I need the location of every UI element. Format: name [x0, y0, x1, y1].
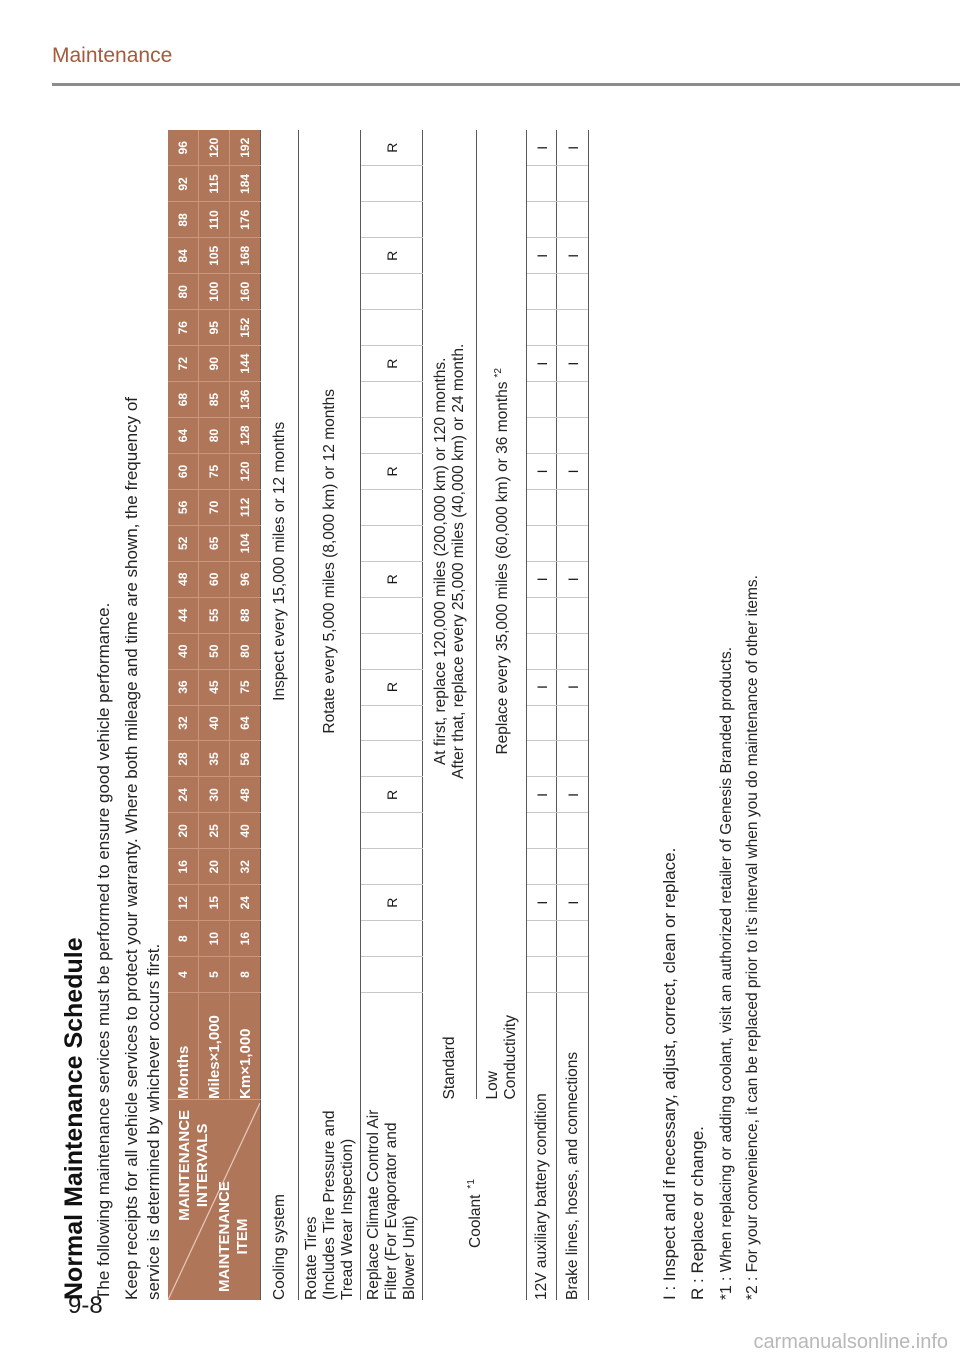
header-rule: [52, 83, 960, 86]
legend-replace: R : Replace or change.: [688, 1126, 707, 1300]
interval-label-miles: Miles×1,000: [199, 993, 230, 1100]
item-rotate-tires-line: (Includes Tire Pressure and: [320, 1110, 338, 1300]
coolant-standard-label: Standard: [423, 993, 477, 1100]
coolant-footnote-mark: *1: [466, 1179, 478, 1189]
interval-km-cell: 104: [230, 525, 261, 561]
climate-mark-cell: [361, 274, 423, 310]
brake-mark-cell: [557, 921, 589, 957]
corner-bottom-line: MAINTENANCE: [216, 1181, 233, 1292]
coolant-low-label: [477, 993, 527, 1100]
intro-line-3: service is determined by whichever occurs first.: [144, 943, 163, 1300]
interval-miles-cell: 80: [199, 418, 230, 454]
item-battery: 12V auxiliary battery condition: [527, 993, 557, 1300]
interval-miles-cell: 90: [199, 346, 230, 382]
battery-mark-cell: I: [527, 885, 557, 921]
header-corner: [168, 1099, 261, 1300]
brake-mark-cell: I: [557, 561, 589, 597]
interval-months-cell: 64: [168, 418, 199, 454]
corner-item-label: [216, 1181, 252, 1292]
footnote-1-mark: *1 :: [718, 1276, 735, 1300]
brake-mark-cell: [557, 310, 589, 346]
brake-mark-cell: [557, 418, 589, 454]
climate-mark-cell: [361, 382, 423, 418]
battery-mark-cell: [527, 633, 557, 669]
interval-miles-cell: 50: [199, 633, 230, 669]
header-row-months: [168, 130, 199, 1300]
interval-km-cell: 120: [230, 453, 261, 489]
interval-months-cell: 72: [168, 346, 199, 382]
interval-miles-cell: 60: [199, 561, 230, 597]
battery-mark-cell: [527, 274, 557, 310]
interval-months-cell: 52: [168, 525, 199, 561]
battery-mark-cell: I: [527, 777, 557, 813]
interval-km-cell: 144: [230, 346, 261, 382]
battery-mark-cell: [527, 310, 557, 346]
interval-km-cell: 168: [230, 238, 261, 274]
climate-mark-cell: R: [361, 130, 423, 166]
interval-months-cell: 36: [168, 669, 199, 705]
battery-mark-cell: [527, 382, 557, 418]
climate-mark-cell: [361, 849, 423, 885]
battery-mark-cell: I: [527, 346, 557, 382]
footnote-1: [718, 647, 736, 1300]
climate-mark-cell: R: [361, 453, 423, 489]
corner-bottom-line: ITEM: [234, 1218, 251, 1255]
coolant-standard-text: [423, 130, 477, 993]
table-row-coolant-standard: [423, 130, 477, 1300]
interval-months-cell: 8: [168, 921, 199, 957]
interval-km-cell: 75: [230, 669, 261, 705]
interval-miles-cell: 10: [199, 921, 230, 957]
brake-mark-cell: I: [557, 777, 589, 813]
section-title: Maintenance: [52, 44, 173, 67]
table-row-cooling: [261, 130, 299, 1300]
brake-mark-cell: [557, 597, 589, 633]
interval-months-cell: 60: [168, 453, 199, 489]
interval-miles-cell: 65: [199, 525, 230, 561]
brake-mark-cell: [557, 741, 589, 777]
item-coolant: [423, 1099, 527, 1300]
tires-interval-text: Rotate every 5,000 miles (8,000 km) or 12 months: [299, 130, 361, 993]
brake-mark-cell: I: [557, 238, 589, 274]
battery-mark-cell: I: [527, 669, 557, 705]
climate-mark-cell: R: [361, 777, 423, 813]
interval-months-cell: 4: [168, 957, 199, 993]
table-row-climate-filter: [361, 130, 423, 1300]
battery-mark-cell: I: [527, 130, 557, 166]
interval-km-cell: 56: [230, 741, 261, 777]
interval-months-cell: 28: [168, 741, 199, 777]
interval-miles-cell: 70: [199, 489, 230, 525]
battery-mark-cell: I: [527, 561, 557, 597]
interval-months-cell: 48: [168, 561, 199, 597]
battery-mark-cell: [527, 849, 557, 885]
interval-months-cell: 56: [168, 489, 199, 525]
interval-months-cell: 20: [168, 813, 199, 849]
interval-miles-cell: 95: [199, 310, 230, 346]
brake-mark-cell: [557, 849, 589, 885]
brake-mark-cell: [557, 705, 589, 741]
interval-km-cell: 160: [230, 274, 261, 310]
battery-mark-cell: [527, 525, 557, 561]
interval-miles-cell: 20: [199, 849, 230, 885]
item-rotate-tires-line: Tread Wear Inspection): [338, 1138, 356, 1300]
table-row-brake: [557, 130, 589, 1300]
climate-mark-cell: [361, 633, 423, 669]
corner-top-line: INTERVALS: [194, 1123, 211, 1208]
interval-months-cell: 24: [168, 777, 199, 813]
interval-km-cell: 152: [230, 310, 261, 346]
battery-mark-cell: [527, 705, 557, 741]
interval-km-cell: 8: [230, 957, 261, 993]
interval-miles-cell: 55: [199, 597, 230, 633]
interval-miles-cell: 100: [199, 274, 230, 310]
climate-mark-cell: R: [361, 238, 423, 274]
brake-mark-cell: [557, 166, 589, 202]
brake-mark-cell: [557, 489, 589, 525]
coolant-standard-line: After that, replace every 25,000 miles (40,000 km) or 24 month.: [449, 343, 467, 779]
battery-mark-cell: [527, 957, 557, 993]
climate-mark-cell: [361, 418, 423, 454]
interval-km-cell: 184: [230, 166, 261, 202]
page-title: Normal Maintenance Schedule: [60, 937, 88, 1300]
interval-miles-cell: 115: [199, 166, 230, 202]
item-brake-lines: Brake lines, hoses, and connections: [557, 993, 589, 1300]
battery-mark-cell: [527, 597, 557, 633]
footnote-2-text: For your convenience, it can be replaced prior to it's interval when you do maintenance of other items.: [744, 575, 761, 1273]
climate-mark-cell: R: [361, 561, 423, 597]
page-number: 9-8: [68, 1292, 103, 1319]
corner-intervals-label: [176, 1110, 212, 1221]
interval-km-cell: 136: [230, 382, 261, 418]
interval-months-cell: 88: [168, 202, 199, 238]
intro-line-2: Keep receipts for all vehicle services to protect your warranty. Where both mileage and time are shown, the frequency of: [122, 396, 141, 1300]
interval-miles-cell: 5: [199, 957, 230, 993]
brake-mark-cell: I: [557, 346, 589, 382]
brake-mark-cell: [557, 382, 589, 418]
corner-top-line: MAINTENANCE: [176, 1109, 193, 1221]
interval-km-cell: 32: [230, 849, 261, 885]
interval-km-cell: 24: [230, 885, 261, 921]
battery-mark-cell: [527, 813, 557, 849]
battery-mark-cell: [527, 921, 557, 957]
interval-miles-cell: 35: [199, 741, 230, 777]
item-rotate-tires: [299, 993, 361, 1300]
interval-km-cell: 88: [230, 597, 261, 633]
item-climate-filter: [361, 993, 423, 1300]
interval-km-cell: 96: [230, 561, 261, 597]
coolant-low-footnote-mark: *2: [493, 368, 505, 378]
interval-miles-cell: 85: [199, 382, 230, 418]
table-row-battery: [527, 130, 557, 1300]
coolant-label: Coolant: [467, 1194, 485, 1248]
climate-mark-cell: [361, 310, 423, 346]
interval-miles-cell: 45: [199, 669, 230, 705]
item-cooling-system: Cooling system: [261, 993, 299, 1300]
interval-miles-cell: 30: [199, 777, 230, 813]
intro-line-1: The following maintenance services must be performed to ensure good vehicle performance.: [94, 602, 113, 1300]
brake-mark-cell: I: [557, 885, 589, 921]
interval-label-months: Months: [168, 993, 199, 1100]
interval-months-cell: 96: [168, 130, 199, 166]
item-rotate-tires-line: Rotate Tires: [302, 1216, 320, 1300]
climate-mark-cell: [361, 597, 423, 633]
interval-miles-cell: 110: [199, 202, 230, 238]
interval-miles-cell: 120: [199, 130, 230, 166]
interval-miles-cell: 25: [199, 813, 230, 849]
interval-km-cell: 48: [230, 777, 261, 813]
brake-mark-cell: [557, 525, 589, 561]
interval-km-cell: 80: [230, 633, 261, 669]
brake-mark-cell: [557, 274, 589, 310]
coolant-low-label-line: Low: [483, 1071, 501, 1100]
rotated-page-content: [60, 130, 780, 1300]
climate-mark-cell: [361, 957, 423, 993]
brake-mark-cell: I: [557, 130, 589, 166]
climate-mark-cell: [361, 489, 423, 525]
climate-mark-cell: [361, 202, 423, 238]
interval-months-cell: 40: [168, 633, 199, 669]
interval-miles-cell: 15: [199, 885, 230, 921]
climate-mark-cell: [361, 813, 423, 849]
climate-mark-cell: [361, 741, 423, 777]
interval-km-cell: 40: [230, 813, 261, 849]
climate-mark-cell: R: [361, 885, 423, 921]
brake-mark-cell: I: [557, 669, 589, 705]
climate-mark-cell: R: [361, 346, 423, 382]
coolant-low-text: Replace every 35,000 miles (60,000 km) or 36 months: [494, 381, 512, 755]
interval-km-cell: 16: [230, 921, 261, 957]
brake-mark-cell: [557, 633, 589, 669]
coolant-standard-line: At first, replace 120,000 miles (200,000 km) or 120 months.: [431, 357, 449, 766]
brake-mark-cell: I: [557, 453, 589, 489]
climate-mark-cell: [361, 525, 423, 561]
item-climate-filter-line: Filter (For Evaporator and: [382, 1122, 400, 1300]
interval-km-cell: 192: [230, 130, 261, 166]
interval-km-cell: 112: [230, 489, 261, 525]
coolant-low-label-line: Conductivity: [501, 1015, 519, 1100]
legend-inspect: I : Inspect and if necessary, adjust, correct, clean or replace.: [660, 847, 679, 1300]
interval-months-cell: 76: [168, 310, 199, 346]
item-climate-filter-line: Replace Climate Control Air: [364, 1109, 382, 1300]
battery-mark-cell: [527, 166, 557, 202]
coolant-low-text-cell: [477, 130, 527, 993]
interval-months-cell: 16: [168, 849, 199, 885]
brake-mark-cell: [557, 813, 589, 849]
interval-miles-cell: 105: [199, 238, 230, 274]
footnote-2: [744, 575, 762, 1300]
interval-months-cell: 84: [168, 238, 199, 274]
brake-mark-cell: [557, 957, 589, 993]
climate-mark-cell: [361, 705, 423, 741]
interval-km-cell: 176: [230, 202, 261, 238]
interval-label-km: Km×1,000: [230, 993, 261, 1100]
battery-mark-cell: [527, 741, 557, 777]
interval-miles-cell: 75: [199, 453, 230, 489]
interval-months-cell: 92: [168, 166, 199, 202]
maintenance-schedule-table: [168, 130, 589, 1300]
interval-months-cell: 68: [168, 382, 199, 418]
item-climate-filter-line: Blower Unit): [400, 1215, 418, 1300]
cooling-interval-text: Inspect every 15,000 miles or 12 months: [261, 130, 299, 993]
interval-months-cell: 80: [168, 274, 199, 310]
battery-mark-cell: [527, 202, 557, 238]
interval-km-cell: 128: [230, 418, 261, 454]
interval-miles-cell: 40: [199, 705, 230, 741]
footnote-2-mark: *2 :: [744, 1276, 761, 1300]
interval-km-cell: 64: [230, 705, 261, 741]
battery-mark-cell: [527, 489, 557, 525]
watermark: carmanualsonline.info: [753, 1331, 948, 1353]
table-row-tires: [299, 130, 361, 1300]
brake-mark-cell: [557, 202, 589, 238]
interval-months-cell: 12: [168, 885, 199, 921]
footnote-1-text: When replacing or adding coolant, visit an authorized retailer of Genesis Branded products.: [718, 646, 735, 1273]
interval-months-cell: 32: [168, 705, 199, 741]
climate-mark-cell: R: [361, 669, 423, 705]
battery-mark-cell: I: [527, 453, 557, 489]
climate-mark-cell: [361, 921, 423, 957]
climate-mark-cell: [361, 166, 423, 202]
battery-mark-cell: [527, 418, 557, 454]
battery-mark-cell: I: [527, 238, 557, 274]
interval-months-cell: 44: [168, 597, 199, 633]
